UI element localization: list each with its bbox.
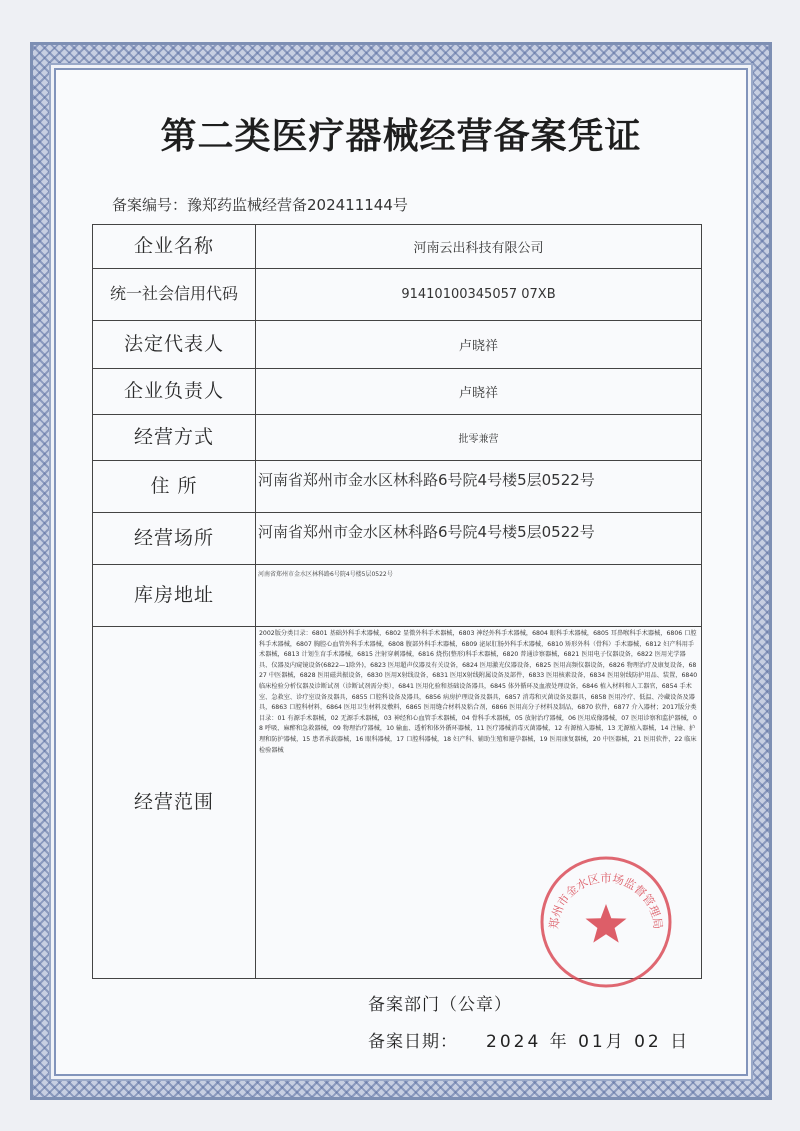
company-name-label: 企业名称 — [93, 225, 256, 269]
filing-date-label: 备案日期： — [368, 1032, 458, 1052]
table-row — [93, 415, 702, 461]
credit-code-value: 91410100345057 07XB — [256, 269, 702, 321]
premises-value: 河南省郑州市金水区林科路6号院4号楼5层0522号 — [256, 513, 702, 565]
filing-date — [368, 1027, 690, 1052]
seal-text: 郑州市金水区市场监督管理局 — [546, 871, 666, 930]
legal-rep-label: 法定代表人 — [93, 321, 256, 369]
principal-value: 卢晓祥 — [256, 369, 702, 415]
residence-value: 河南省郑州市金水区林科路6号院4号楼5层0522号 — [256, 461, 702, 513]
mode-value: 批零兼营 — [256, 415, 702, 461]
scope-label: 经营范围 — [93, 627, 256, 979]
filing-department: 备案部门（公章） — [368, 995, 512, 1015]
warehouse-value: 河南省郑州市金水区林科路6号院4号楼5层0522号 — [256, 565, 702, 627]
filing-date-value: 2024 年 01月 02 日 — [486, 1032, 691, 1052]
legal-rep-value: 卢晓祥 — [256, 321, 702, 369]
page-title: 第二类医疗器械经营备案凭证 — [160, 115, 642, 157]
star-icon — [586, 904, 627, 943]
table-row — [93, 513, 702, 565]
table-row — [93, 269, 702, 321]
table-row — [93, 225, 702, 269]
credit-code-label: 统一社会信用代码 — [93, 269, 256, 321]
residence-label: 住 所 — [93, 461, 256, 513]
premises-label: 经营场所 — [93, 513, 256, 565]
scope-value: 2002版分类目录：6801 基础外科手术器械，6802 显微外科手术器械，6803 神经外科手术器械，6804 眼科手术器械，6805 耳鼻喉科手术器械，6806 口腔科手术器械，6807 胸腔心血管外科手术器械，6808 腹部外科手术器械，6809 泌尿肛肠外科手术器械，6810 矫形外科（骨科）手术器械，6812 妇产科用手术器械，6813 计划生育手术器械，6815 注射穿刺器械，6816 烧伤(整形)科手术器械，6820 普通诊察器械，6821 医用电子仪器设备，6822 医用光学器具、仪器及内窥镜设备(6822—1除外)，6823 医用超声仪器及有关设备，6824 医用激光仪器设备，6825 医用高频仪器设备，6826 物理治疗及康复设备，6827 中医器械，6828 医用磁共振设备，6830 医用X射线设备，6831 医用X射线附属设备及部件，6833 医用核素设备，6834 医用射线防护用品、装置，6840 临床检验分析仪器及诊断试剂（诊断试剂需分类），6841 医用化验和基础设备器具，6845 体外循环及血液处理设备，6846 植入材料和人工器官，6854 手术室、急救室、诊疗室设备及器具，6855 口腔科设备及器具，6856 病房护理设备及器具，6857 消毒和灭菌设备及器具，6858 医用冷疗、低温、冷藏设备及器具，6863 口腔科材料，6864 医用卫生材料及敷料，6865 医用缝合材料及粘合剂，6866 医用高分子材料及制品，6870 软件，6877 介入器材；2017版分类目录：01 有源手术器械，02 无源手术器械，03 神经和心血管手术器械，04 骨科手术器械，05 放射治疗器械，06 医用成像器械，07 医用诊察和监护器械，08 呼吸、麻醉和急救器械，09 物理治疗器械，10 输血、透析和体外循环器械，11 医疗器械消毒灭菌器械，12 有源植入器械，13 无源植入器械，14 注输、护理和防护器械，15 患者承载器械，16 眼科器械，17 口腔科器械，18 妇产科、辅助生殖和避孕器械，19 医用康复器械，20 中医器械，21 医用软件，22 临床检验器械 — [256, 627, 702, 979]
table-row — [93, 461, 702, 513]
table-row — [93, 565, 702, 627]
table-row — [93, 321, 702, 369]
principal-label: 企业负责人 — [93, 369, 256, 415]
table-row — [93, 369, 702, 415]
mode-label: 经营方式 — [93, 415, 256, 461]
official-seal — [536, 852, 676, 992]
company-name-value: 河南云出科技有限公司 — [256, 225, 702, 269]
warehouse-label: 库房地址 — [93, 565, 256, 627]
record-number: 备案编号：豫郑药监械经营备202411144号 — [112, 196, 408, 214]
